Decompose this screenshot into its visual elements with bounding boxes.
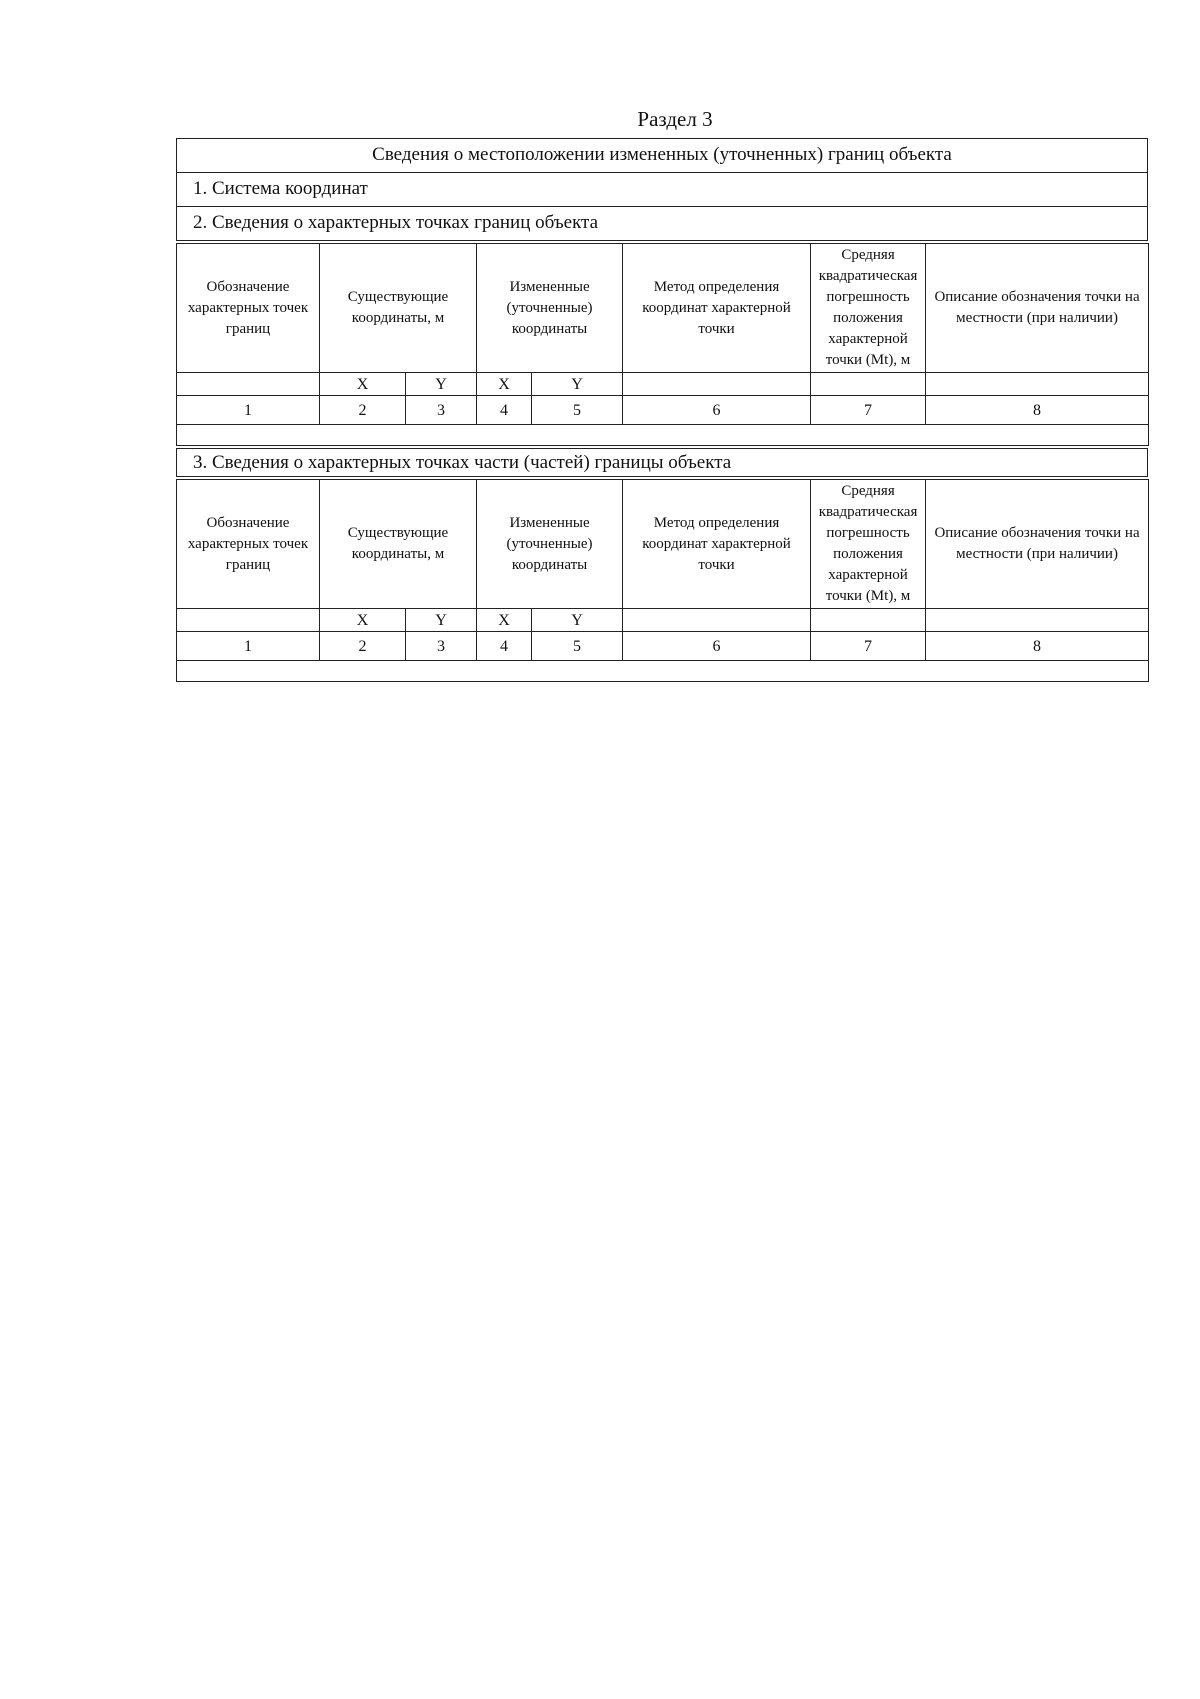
axis-y-existing: Y (406, 373, 477, 396)
boundary-points-table (176, 243, 1149, 446)
main-header: Сведения о местоположении измененных (уточненных) границ объекта (176, 138, 1148, 173)
axis-blank (623, 609, 811, 632)
axis-y-existing: Y (406, 609, 477, 632)
col-changed-coords: Измененные (уточненные) координаты (477, 244, 623, 373)
axis-x-existing: X (320, 373, 406, 396)
col-number: 5 (532, 396, 623, 425)
axis-x-existing: X (320, 609, 406, 632)
coordinate-system-row: 1. Система координат (176, 173, 1148, 207)
col-number: 6 (623, 396, 811, 425)
axis-y-changed: Y (532, 373, 623, 396)
col-number: 2 (320, 632, 406, 661)
section-title: Раздел 3 (637, 107, 713, 131)
axis-blank (811, 373, 926, 396)
col-number: 1 (177, 632, 320, 661)
col-method: Метод определения координат характерной точки (623, 480, 811, 609)
axis-blank (926, 373, 1149, 396)
axis-blank (811, 609, 926, 632)
part-boundary-points-table (176, 479, 1149, 682)
empty-data-row (177, 425, 1149, 446)
col-number: 3 (406, 396, 477, 425)
col-designation: Обозначение характерных точек границ (177, 244, 320, 373)
axis-blank (926, 609, 1149, 632)
col-number: 7 (811, 396, 926, 425)
boundary-points-header: 2. Сведения о характерных точках границ объекта (176, 207, 1148, 241)
axis-x-changed: X (477, 609, 532, 632)
axis-blank (177, 609, 320, 632)
col-number: 2 (320, 396, 406, 425)
col-number: 8 (926, 396, 1149, 425)
col-designation: Обозначение характерных точек границ (177, 480, 320, 609)
col-number: 7 (811, 632, 926, 661)
empty-data-row (177, 661, 1149, 682)
col-mean-error: Средняя квадратическая погрешность положения характерной точки (Mt), м (811, 244, 926, 373)
axis-blank (177, 373, 320, 396)
col-existing-coords: Существующие координаты, м (320, 244, 477, 373)
col-description: Описание обозначения точки на местности (при наличии) (926, 244, 1149, 373)
col-number: 8 (926, 632, 1149, 661)
col-number: 6 (623, 632, 811, 661)
form-frame (176, 138, 1148, 682)
col-number: 5 (532, 632, 623, 661)
axis-y-changed: Y (532, 609, 623, 632)
axis-blank (623, 373, 811, 396)
col-number: 4 (477, 632, 532, 661)
part-boundary-points-header: 3. Сведения о характерных точках части (частей) границы объекта (176, 448, 1148, 477)
axis-x-changed: X (477, 373, 532, 396)
col-existing-coords: Существующие координаты, м (320, 480, 477, 609)
col-mean-error: Средняя квадратическая погрешность положения характерной точки (Mt), м (811, 480, 926, 609)
col-description: Описание обозначения точки на местности (при наличии) (926, 480, 1149, 609)
col-number: 4 (477, 396, 532, 425)
col-method: Метод определения координат характерной точки (623, 244, 811, 373)
col-number: 3 (406, 632, 477, 661)
col-number: 1 (177, 396, 320, 425)
col-changed-coords: Измененные (уточненные) координаты (477, 480, 623, 609)
